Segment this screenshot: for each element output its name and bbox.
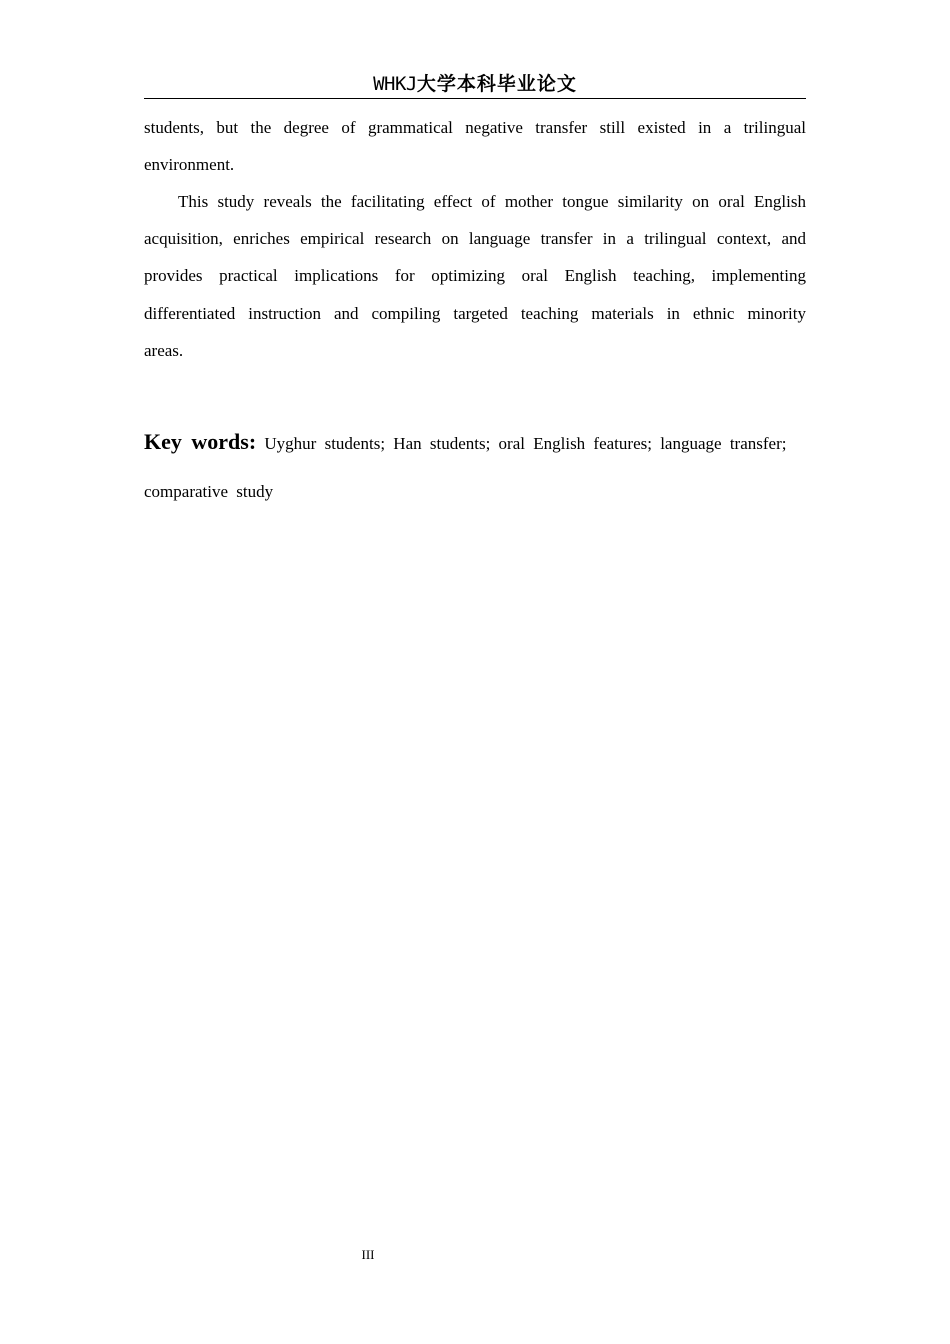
page-number: III [361, 1247, 375, 1262]
abstract-paragraph-2: This study reveals the facilitating effect of mother tongue similarity on oral English acquisition, enriches empirical research on language transfer in a trilingual context, and provides practical implications for optimizing oral English teaching, implementing differentiated instruction and compiling targeted teaching materials in ethnic minority areas. [144, 192, 806, 360]
keywords-section [144, 418, 804, 516]
header-title: 大学本科毕业论文 [416, 73, 577, 95]
page-header [144, 72, 806, 99]
header-prefix: WHKJ [373, 73, 417, 95]
abstract-paragraph-continued: students, but the degree of grammatical negative transfer still existed in a trilingual environment. [144, 118, 806, 175]
keywords-label: Key words: [144, 429, 257, 454]
keywords-text: Uyghur students; Han students; oral English features; language transfer; comparative study [144, 434, 787, 501]
